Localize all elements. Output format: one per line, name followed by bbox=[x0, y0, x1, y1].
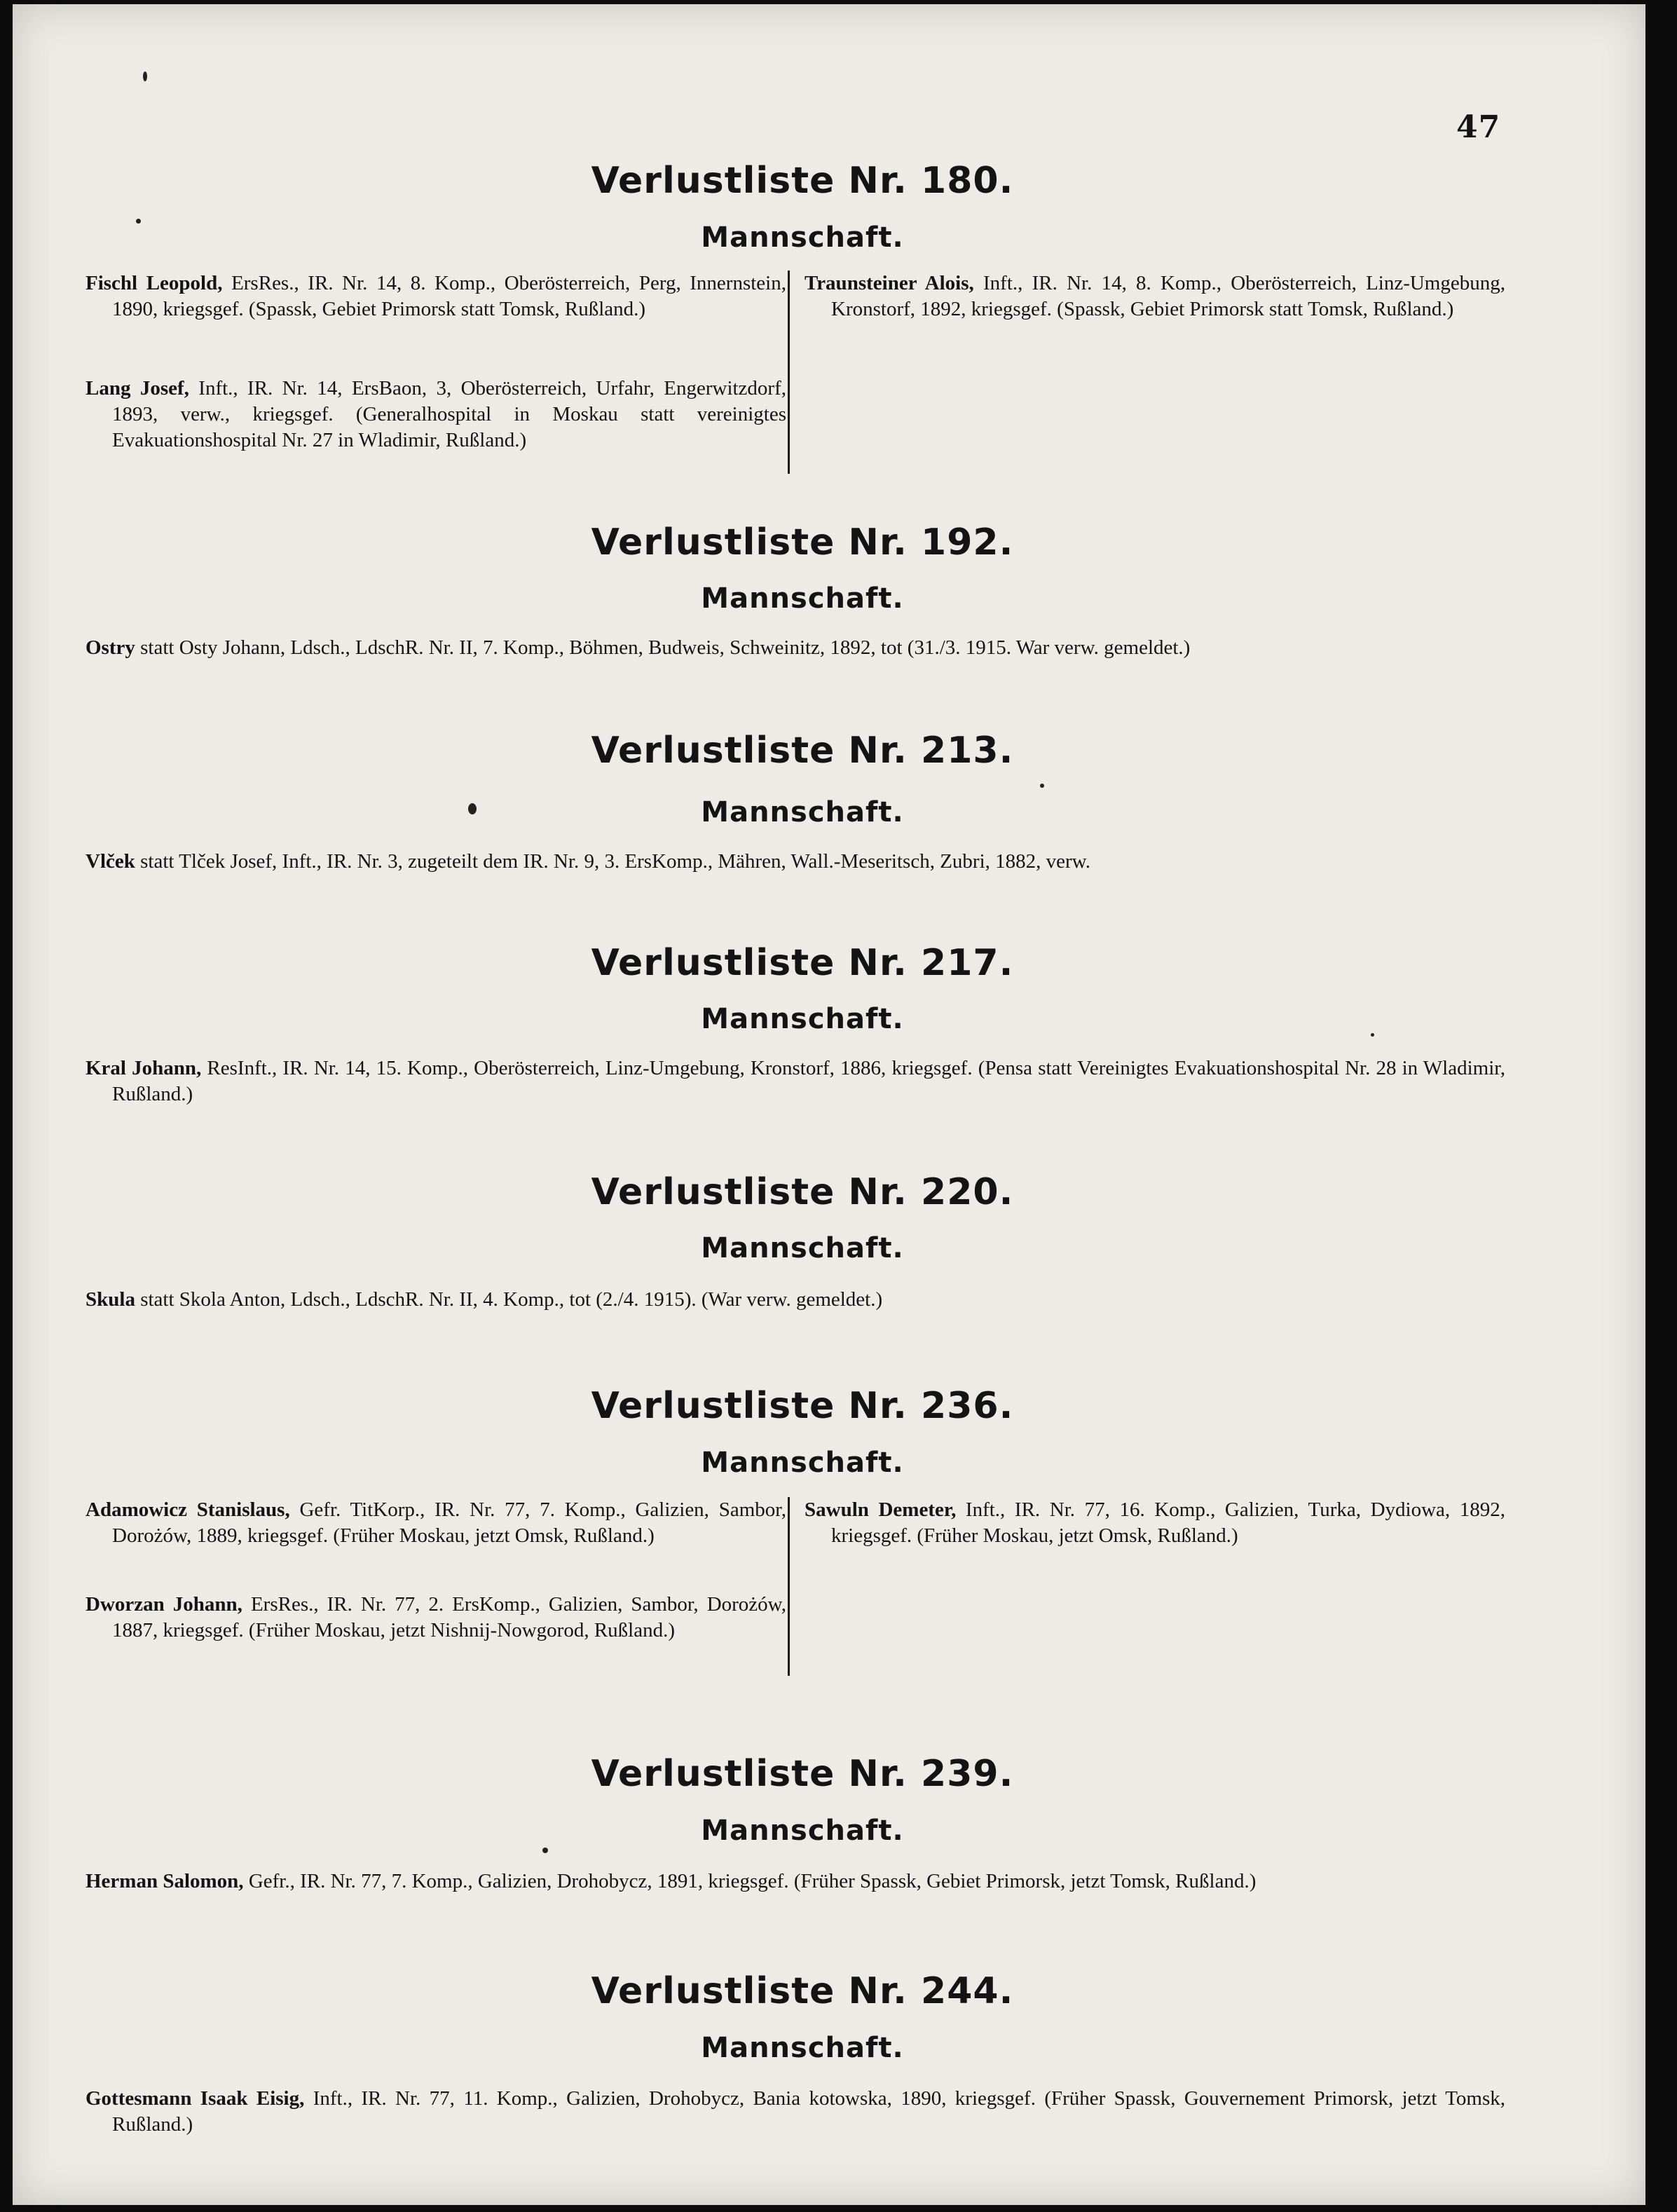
entry-name: Kral Johann, bbox=[85, 1057, 202, 1079]
entry-text: statt Tlček Josef, Inft., IR. Nr. 3, zugeteilt dem IR. Nr. 9, 3. ErsKomp., Mähren, Wall.-Meseritsch, Zubri, 1882, verw. bbox=[135, 850, 1090, 873]
column-divider bbox=[788, 1497, 790, 1676]
entry-text: ErsRes., IR. Nr. 14, 8. Komp., Oberösterreich, Perg, Innernstein, 1890, kriegsgef. (Spassk, Gebiet Primorsk statt Tomsk, Rußland.) bbox=[112, 272, 786, 320]
entry-fischl bbox=[85, 271, 786, 322]
section-title-192: Verlustliste Nr. 192. bbox=[591, 521, 1014, 564]
entry-name: Lang Josef, bbox=[85, 377, 189, 400]
section-subtitle-192: Mannschaft. bbox=[701, 582, 904, 615]
entry-gottesmann bbox=[85, 2086, 1505, 2138]
entry-vlcek bbox=[85, 849, 1505, 875]
scan-speck bbox=[143, 71, 147, 81]
entry-text: statt Skola Anton, Ldsch., LdschR. Nr. II, 4. Komp., tot (2./4. 1915). (War verw. gemeldet.) bbox=[135, 1288, 883, 1311]
entry-text: Gefr. TitKorp., IR. Nr. 77, 7. Komp., Galizien, Sambor, Dorożów, 1889, kriegsgef. (Früher Moskau, jetzt Omsk, Rußland.) bbox=[112, 1498, 786, 1547]
entry-dworzan bbox=[85, 1592, 786, 1644]
entry-name: Sawuln Demeter, bbox=[805, 1498, 957, 1521]
entry-text: Inft., IR. Nr. 14, ErsBaon, 3, Oberösterreich, Urfahr, Engerwitzdorf, 1893, verw., kriegsgef. (Generalhospital in Moskau statt vereinigtes Evakuationshospital Nr. 27 in Wladimir, Rußland.) bbox=[112, 377, 786, 451]
entry-text: ErsRes., IR. Nr. 77, 2. ErsKomp., Galizien, Sambor, Dorożów, 1887, kriegsgef. (Früher Moskau, jetzt Nishnij-Nowgorod, Rußland.) bbox=[112, 1593, 786, 1641]
entry-name: Fischl Leopold, bbox=[85, 272, 223, 294]
section-title-220: Verlustliste Nr. 220. bbox=[591, 1171, 1014, 1213]
entry-sawuln bbox=[805, 1497, 1505, 1549]
page-number: 47 bbox=[1456, 109, 1501, 145]
entry-kral bbox=[85, 1056, 1505, 1107]
section-subtitle-236: Mannschaft. bbox=[701, 1447, 904, 1479]
section-title-213: Verlustliste Nr. 213. bbox=[591, 730, 1014, 772]
scan-speck bbox=[1040, 784, 1044, 788]
section-subtitle-180: Mannschaft. bbox=[701, 221, 904, 254]
section-subtitle-239: Mannschaft. bbox=[701, 1815, 904, 1847]
scan-speck bbox=[542, 1848, 548, 1853]
section-subtitle-213: Mannschaft. bbox=[701, 796, 904, 828]
entry-skula bbox=[85, 1287, 1505, 1313]
entry-name: Gottesmann Isaak Eisig, bbox=[85, 2087, 305, 2110]
section-title-244: Verlustliste Nr. 244. bbox=[591, 1970, 1014, 2012]
entry-name: Skula bbox=[85, 1288, 135, 1311]
entry-text: statt Osty Johann, Ldsch., LdschR. Nr. II, 7. Komp., Böhmen, Budweis, Schweinitz, 1892, tot (31./3. 1915. War verw. gemeldet.) bbox=[135, 636, 1191, 659]
section-subtitle-244: Mannschaft. bbox=[701, 2032, 904, 2064]
section-title-217: Verlustliste Nr. 217. bbox=[591, 942, 1014, 984]
column-divider bbox=[788, 271, 790, 474]
section-subtitle-220: Mannschaft. bbox=[701, 1232, 904, 1264]
entry-name: Vlček bbox=[85, 850, 135, 873]
entry-text: Inft., IR. Nr. 14, 8. Komp., Oberösterreich, Linz-Umgebung, Kronstorf, 1892, kriegsgef. (Spassk, Gebiet Primorsk statt Tomsk, Rußland.) bbox=[831, 272, 1505, 320]
entry-adamowicz bbox=[85, 1497, 786, 1549]
entry-text: Inft., IR. Nr. 77, 16. Komp., Galizien, Turka, Dydiowa, 1892, kriegsgef. (Früher Moskau, jetzt Omsk, Rußland.) bbox=[831, 1498, 1505, 1547]
entry-traunsteiner bbox=[805, 271, 1505, 322]
entry-name: Herman Salomon, bbox=[85, 1870, 244, 1892]
entry-lang bbox=[85, 376, 786, 453]
document-page bbox=[13, 4, 1645, 2205]
entry-name: Ostry bbox=[85, 636, 135, 659]
entry-name: Traunsteiner Alois, bbox=[805, 272, 974, 294]
entry-name: Adamowicz Stanislaus, bbox=[85, 1498, 290, 1521]
entry-text: ResInft., IR. Nr. 14, 15. Komp., Oberösterreich, Linz-Umgebung, Kronstorf, 1886, kriegsgef. (Pensa statt Vereinigtes Evakuationshospital Nr. 28 in Wladimir, Rußland.) bbox=[112, 1057, 1505, 1105]
entry-text: Inft., IR. Nr. 77, 11. Komp., Galizien, Drohobycz, Bania kotowska, 1890, kriegsgef. (Früher Spassk, Gouvernement Primorsk, jetzt Tomsk, Rußland.) bbox=[112, 2087, 1505, 2136]
section-title-180: Verlustliste Nr. 180. bbox=[591, 160, 1014, 202]
entry-ostry bbox=[85, 635, 1505, 661]
scan-speck bbox=[1371, 1033, 1374, 1037]
scan-speck bbox=[468, 803, 477, 814]
entry-name: Dworzan Johann, bbox=[85, 1593, 242, 1616]
scan-speck bbox=[136, 219, 141, 224]
section-subtitle-217: Mannschaft. bbox=[701, 1003, 904, 1035]
entry-text: Gefr., IR. Nr. 77, 7. Komp., Galizien, Drohobycz, 1891, kriegsgef. (Früher Spassk, Gebiet Primorsk, jetzt Tomsk, Rußland.) bbox=[243, 1870, 1257, 1892]
section-title-236: Verlustliste Nr. 236. bbox=[591, 1385, 1014, 1427]
section-title-239: Verlustliste Nr. 239. bbox=[591, 1753, 1014, 1795]
entry-herman bbox=[85, 1869, 1505, 1894]
